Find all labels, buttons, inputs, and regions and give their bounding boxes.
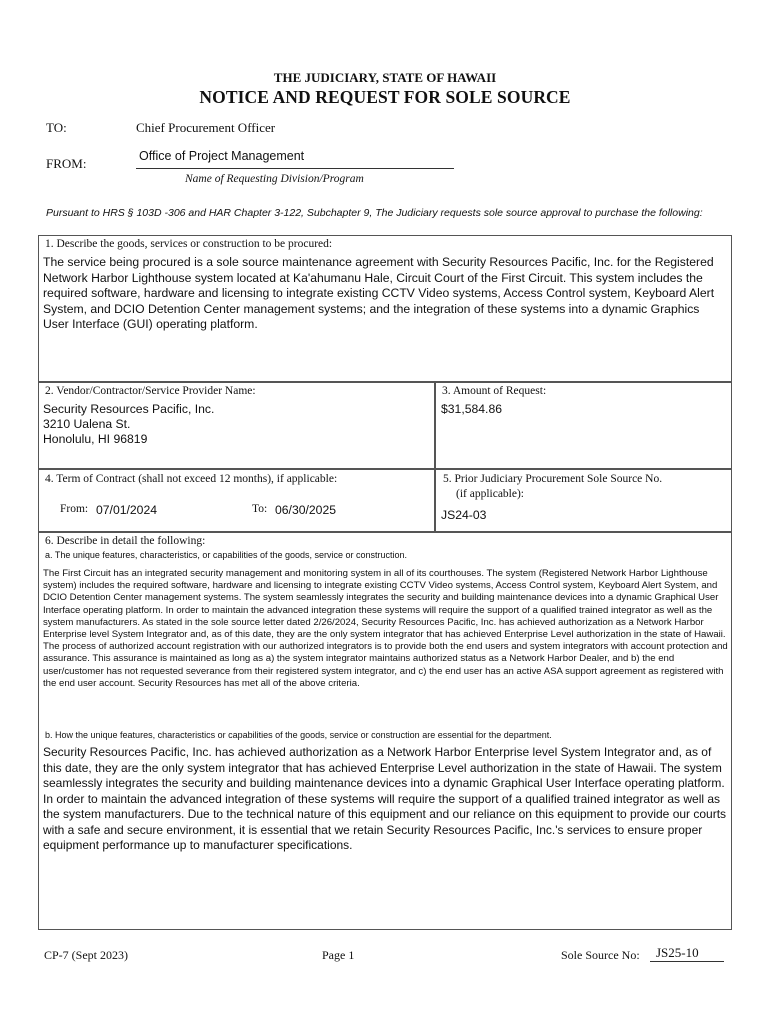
amount-field[interactable]: $31,584.86 bbox=[441, 402, 502, 416]
vendor-city[interactable]: Honolulu, HI 96819 bbox=[43, 432, 148, 446]
section-5-label-sub: (if applicable): bbox=[456, 488, 525, 500]
section-1-box bbox=[38, 235, 732, 382]
to-label: TO: bbox=[46, 120, 67, 135]
form-id: CP-7 (Sept 2023) bbox=[44, 948, 128, 962]
sole-source-field[interactable]: JS25-10 bbox=[650, 945, 724, 962]
section-6a-label: a. The unique features, characteristics, or capabilities of the goods, service or construction. bbox=[45, 550, 408, 560]
page-title: NOTICE AND REQUEST FOR SOLE SOURCE bbox=[199, 87, 571, 107]
section-3-box bbox=[435, 382, 732, 469]
section-1-label: 1. Describe the goods, services or construction to be procured: bbox=[45, 238, 333, 250]
prior-sole-source-field[interactable]: JS24-03 bbox=[441, 508, 487, 522]
section-6a-text[interactable]: The First Circuit has an integrated security management and monitoring system in all of its courthouses. The system (Registered Network Harbor Lighthouse system) includes the required software, hardware and licensing to integrate existing CCTV Video systems, Access Control system, Keyboard Alert System, and DCIO Detention Center management systems. The system seamlessly integrates the security and building maintenance devices into a dynamic Graphical User Interface operating platform. In order to maintain the advanced integration these systems will require the support of a qualified trained integrator as well as the system manufacturers. As stated in the sole source letter dated 2/26/2024, Security Resources Pacific, Inc. has achieved authorization as a Network Harbor Enterprise level System Integrator and, as of this date, they are the only system integrator that has achieved Enterprise Level authorization in the state of Hawaii. The process of authorized account registration with our authorized integrators is to provide both the end users and system integrators with account protection and assurance. This assurance is maintained as long as a) the system integrator maintains authorized status as a Network Harbor Dealer, and b) the end user/customer has not requested severance from their registered system integrator, and c) the end user has an active ASA support agreement as registered with the end user account. Security Resources has met all of the above criteria. bbox=[43, 568, 728, 689]
section-3-label: 3. Amount of Request: bbox=[442, 385, 547, 397]
section-4-label: 4. Term of Contract (shall not exceed 12 months), if applicable: bbox=[45, 473, 338, 485]
section-6-box bbox=[38, 532, 732, 930]
section-5-box bbox=[435, 469, 732, 532]
pursuant-statement: Pursuant to HRS § 103D -306 and HAR Chapter 3-122, Subchapter 9, The Judiciary requests sole source approval to purchase the following: bbox=[46, 207, 703, 219]
from-field[interactable]: Office of Project Management bbox=[139, 149, 305, 163]
section-6b-label: b. How the unique features, characteristics or capabilities of the goods, service or construction are essential for the department. bbox=[45, 730, 552, 740]
from-caption: Name of Requesting Division/Program bbox=[185, 173, 364, 185]
section-1-description[interactable]: The service being procured is a sole source maintenance agreement with Security Resources Pacific, Inc. for the Registered Network Harbor Lighthouse system located at Ka'ahumanu Hale, Circuit Court of the First Circuit. This system includes the required software, hardware and licensing to integrate existing CCTV Video systems, Access Control system, Keyboard Alert System, and DCIO Detention Center management systems; and the integration of these systems into a dynamic Graphics User Interface (GUI) operating platform. bbox=[43, 255, 715, 331]
section-2-label: 2. Vendor/Contractor/Service Provider Name: bbox=[45, 385, 256, 397]
vendor-name[interactable]: Security Resources Pacific, Inc. bbox=[43, 402, 215, 416]
agency-heading: THE JUDICIARY, STATE OF HAWAII bbox=[273, 70, 497, 85]
vendor-street[interactable]: 3210 Ualena St. bbox=[43, 417, 131, 431]
from-underline bbox=[136, 168, 454, 169]
sole-source-label: Sole Source No: bbox=[561, 948, 640, 962]
term-to-date[interactable]: 06/30/2025 bbox=[275, 503, 336, 517]
term-from-label: From: bbox=[60, 503, 89, 515]
to-value: Chief Procurement Officer bbox=[136, 120, 276, 135]
section-6b-text[interactable]: Security Resources Pacific, Inc. has achieved authorization as a Network Harbor Enterprise level System Integrator and, as of this date, they are the only system integrator that has achieved Enterprise Level authorization in the state of Hawaii. The system seamlessly integrates the security and building maintenance devices into a dynamic Graphical User Interface operating platform. In order to maintain the advanced integration of these systems will require the support of a qualified trained integrator as well as the system manufacturers. Due to the technical nature of this equipment and our reliance on this equipment to provide our courts with a safe and secure environment, it is essential that we retain Security Resources Pacific, Inc.'s services to ensure proper equipment performance up to manufacturer specifications. bbox=[43, 745, 727, 852]
section-6-label: 6. Describe in detail the following: bbox=[45, 535, 206, 547]
page-number: Page 1 bbox=[322, 948, 355, 962]
section-4-box bbox=[38, 469, 435, 532]
section-2-box bbox=[38, 382, 435, 469]
term-to-label: To: bbox=[252, 503, 268, 515]
section-5-label: 5. Prior Judiciary Procurement Sole Source No. bbox=[443, 473, 663, 485]
from-label: FROM: bbox=[46, 156, 87, 171]
term-from-date[interactable]: 07/01/2024 bbox=[96, 503, 157, 517]
